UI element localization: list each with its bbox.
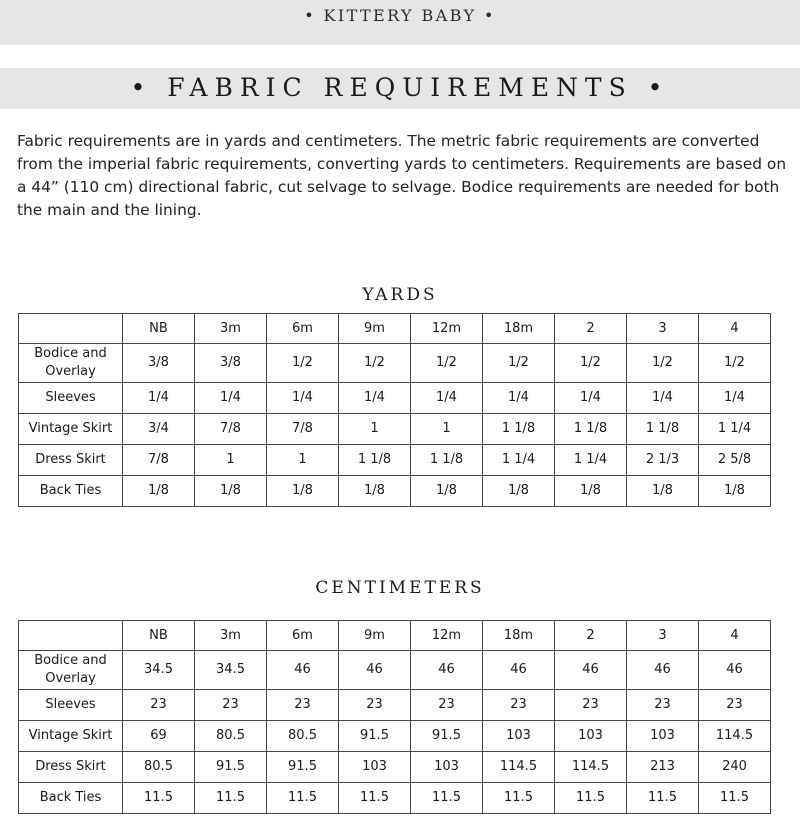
size-header: 6m [267,314,339,344]
size-header: 12m [411,621,483,651]
table-cell: 46 [483,651,555,690]
table-cell: 23 [123,690,195,721]
table-cell: 1 [339,414,411,445]
table-row [19,476,771,507]
table-cell: 3/4 [123,414,195,445]
table-cell: 1/8 [123,476,195,507]
table-cell: 1/2 [627,344,699,383]
corner-cell [19,314,123,344]
table-cell: 23 [411,690,483,721]
size-header: 2 [555,314,627,344]
table-cell: 213 [627,752,699,783]
size-header: 18m [483,314,555,344]
table-cell: 1 1/4 [555,445,627,476]
table-cell: 1/8 [411,476,483,507]
table-cell: 1/8 [267,476,339,507]
row-label: Back Ties [19,783,123,814]
table-cell: 7/8 [267,414,339,445]
size-header: 3 [627,314,699,344]
row-label: Vintage Skirt [19,414,123,445]
table-cell: 1 1/8 [411,445,483,476]
table-cell: 23 [483,690,555,721]
table-cell: 11.5 [195,783,267,814]
table-cell: 11.5 [339,783,411,814]
table-cell: 3/8 [123,344,195,383]
row-label: Bodice and Overlay [19,651,123,690]
table-cell: 1/4 [123,383,195,414]
table-cell: 80.5 [195,721,267,752]
size-header: 4 [699,314,771,344]
yards-table [18,313,771,507]
table-cell: 1/2 [339,344,411,383]
table-cell: 114.5 [555,752,627,783]
size-header: NB [123,314,195,344]
size-header: 3m [195,621,267,651]
table-cell: 46 [699,651,771,690]
table-cell: 103 [483,721,555,752]
table-row [19,383,771,414]
table-cell: 1 1/4 [483,445,555,476]
row-label: Back Ties [19,476,123,507]
table-row [19,690,771,721]
size-header: 3 [627,621,699,651]
table-cell: 1 1/8 [555,414,627,445]
table-cell: 1/2 [267,344,339,383]
table-cell: 1/8 [627,476,699,507]
brand-name: • KITTERY BABY • [304,6,496,25]
table-row [19,344,771,383]
size-header: 4 [699,621,771,651]
table-cell: 114.5 [699,721,771,752]
size-header: 18m [483,621,555,651]
table-cell: 91.5 [267,752,339,783]
size-header: 6m [267,621,339,651]
table-cell: 1 [195,445,267,476]
table-cell: 46 [267,651,339,690]
table-cell: 1 1/8 [339,445,411,476]
table-cell: 1 1/8 [627,414,699,445]
row-label: Dress Skirt [19,752,123,783]
table-cell: 46 [339,651,411,690]
table-cell: 240 [699,752,771,783]
table-row [19,445,771,476]
size-header: 9m [339,621,411,651]
row-label: Vintage Skirt [19,721,123,752]
table-cell: 23 [699,690,771,721]
table-cell: 23 [267,690,339,721]
table-cell: 23 [555,690,627,721]
intro-paragraph: Fabric requirements are in yards and centimeters. The metric fabric requirements are converted from the imperial fabric requirements, converting yards to centimeters. Requirements are based on a 44” (110 cm) directional fabric, cut selvage to selvage. Bodice requirements are needed for both the main and the lining. [17,132,787,219]
table-row [19,721,771,752]
size-header: 3m [195,314,267,344]
table-cell: 11.5 [483,783,555,814]
table-cell: 103 [339,752,411,783]
table-cell: 91.5 [339,721,411,752]
table-cell: 1/8 [555,476,627,507]
table-cell: 1/4 [699,383,771,414]
centimeters-table-title: CENTIMETERS [315,578,485,598]
table-cell: 11.5 [555,783,627,814]
row-label: Sleeves [19,690,123,721]
table-cell: 1/4 [267,383,339,414]
row-label: Bodice and Overlay [19,344,123,383]
table-cell: 1/4 [411,383,483,414]
table-cell: 11.5 [627,783,699,814]
table-cell: 7/8 [123,445,195,476]
table-row [19,651,771,690]
table-cell: 34.5 [123,651,195,690]
table-cell: 80.5 [123,752,195,783]
table-cell: 103 [411,752,483,783]
size-header: 9m [339,314,411,344]
table-row [19,783,771,814]
table-cell: 1/2 [483,344,555,383]
header-row [19,314,771,344]
table-cell: 1 [411,414,483,445]
table-cell: 1/8 [195,476,267,507]
centimeters-table [18,620,771,814]
table-cell: 1 [267,445,339,476]
table-cell: 1/4 [555,383,627,414]
table-cell: 46 [411,651,483,690]
table-cell: 1/8 [699,476,771,507]
yards-table-title: YARDS [362,285,438,305]
table-cell: 1/2 [699,344,771,383]
table-cell: 7/8 [195,414,267,445]
table-cell: 46 [627,651,699,690]
table-cell: 1/2 [411,344,483,383]
table-cell: 1 1/8 [483,414,555,445]
corner-cell [19,621,123,651]
section-title: • FABRIC REQUIREMENTS • [130,73,670,102]
header-row [19,621,771,651]
table-cell: 3/8 [195,344,267,383]
table-cell: 46 [555,651,627,690]
table-cell: 69 [123,721,195,752]
table-cell: 1/4 [339,383,411,414]
table-cell: 114.5 [483,752,555,783]
table-cell: 11.5 [699,783,771,814]
table-cell: 103 [627,721,699,752]
row-label: Sleeves [19,383,123,414]
table-cell: 1/8 [483,476,555,507]
table-cell: 103 [555,721,627,752]
row-label: Dress Skirt [19,445,123,476]
table-cell: 34.5 [195,651,267,690]
size-header: 2 [555,621,627,651]
table-row [19,414,771,445]
table-cell: 11.5 [123,783,195,814]
table-cell: 1/4 [483,383,555,414]
table-cell: 1/4 [627,383,699,414]
table-cell: 2 1/3 [627,445,699,476]
table-cell: 2 5/8 [699,445,771,476]
size-header: 12m [411,314,483,344]
table-cell: 11.5 [411,783,483,814]
table-cell: 23 [627,690,699,721]
table-cell: 23 [195,690,267,721]
table-row [19,752,771,783]
table-cell: 23 [339,690,411,721]
table-cell: 91.5 [195,752,267,783]
size-header: NB [123,621,195,651]
table-cell: 80.5 [267,721,339,752]
table-cell: 1 1/4 [699,414,771,445]
table-cell: 1/8 [339,476,411,507]
table-cell: 11.5 [267,783,339,814]
table-cell: 91.5 [411,721,483,752]
table-cell: 1/4 [195,383,267,414]
table-cell: 1/2 [555,344,627,383]
